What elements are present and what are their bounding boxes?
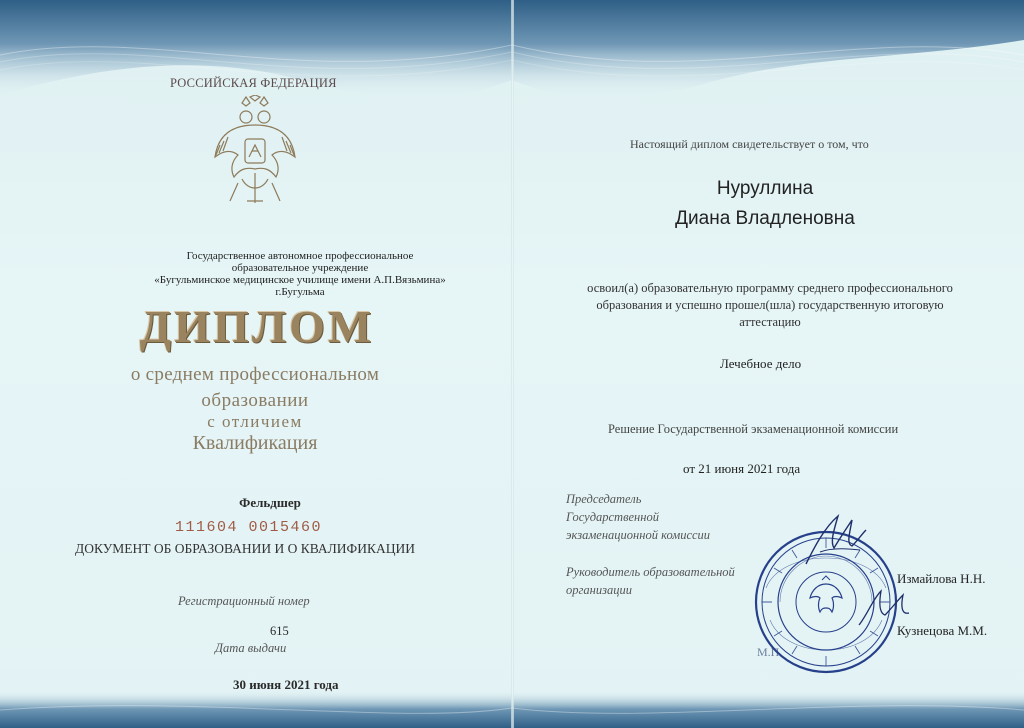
document-number: 111604 0015460 [175, 519, 323, 536]
certificate-intro: Настоящий диплом свидетельствует о том, что [630, 137, 869, 151]
decision-date: от 21 июня 2021 года [683, 461, 801, 476]
chair-role-line-1: Председатель [566, 492, 642, 506]
diploma-honors: с отличием [207, 412, 303, 431]
stamp-place-mark: М.П. [757, 645, 783, 659]
chair-role-line-2: Государственной [566, 510, 659, 524]
diploma-subtitle-2: образовании [201, 390, 309, 411]
statement-line-1: освоил(а) образовательную программу среднего профессионального [587, 281, 953, 295]
commission-decision: Решение Государственной экзаменационной комиссии [608, 422, 899, 436]
chair-name: Измайлова Н.Н. [897, 571, 986, 586]
institution-city: г.Бугульма [275, 286, 325, 298]
statement-line-2: образования и успешно прошел(шла) государственную итоговую [596, 298, 944, 312]
head-name: Кузнецова М.М. [897, 623, 988, 638]
graduate-given-names: Диана Владленовна [675, 208, 855, 229]
document-type: ДОКУМЕНТ ОБ ОБРАЗОВАНИИ И О КВАЛИФИКАЦИИ [75, 541, 415, 556]
issue-date: 30 июня 2021 года [233, 677, 339, 692]
statement-line-3: аттестацию [739, 315, 801, 329]
graduate-surname: Нуруллина [716, 178, 814, 199]
institution-line-2: образовательное учреждение [231, 262, 369, 274]
russian-coat-of-arms-icon [212, 95, 298, 215]
institution-line-3: «Бугульминское медицинское училище имени А.П.Вязьмина» [154, 274, 446, 286]
registration-label: Регистрационный номер [178, 594, 310, 608]
issue-date-label: Дата выдачи [215, 641, 287, 655]
country-header: РОССИЙСКАЯ ФЕДЕРАЦИЯ [170, 76, 337, 90]
qualification-label: Квалификация [192, 432, 318, 454]
specialty: Лечебное дело [720, 356, 802, 371]
head-role-line-2: организации [566, 583, 632, 597]
chair-role-line-3: экзаменационной комиссии [566, 528, 711, 542]
qualification-value: Фельдшер [239, 495, 301, 510]
signature-icon [800, 508, 870, 572]
head-role-line-1: Руководитель образовательной [566, 565, 735, 579]
diploma-title: ДИПЛОМ [139, 301, 375, 352]
center-fold [511, 0, 514, 728]
diploma-subtitle-1: о среднем профессиональном [130, 364, 380, 385]
registration-number: 615 [270, 624, 289, 638]
institution-line-1: Государственное автономное профессиональное [186, 250, 414, 262]
